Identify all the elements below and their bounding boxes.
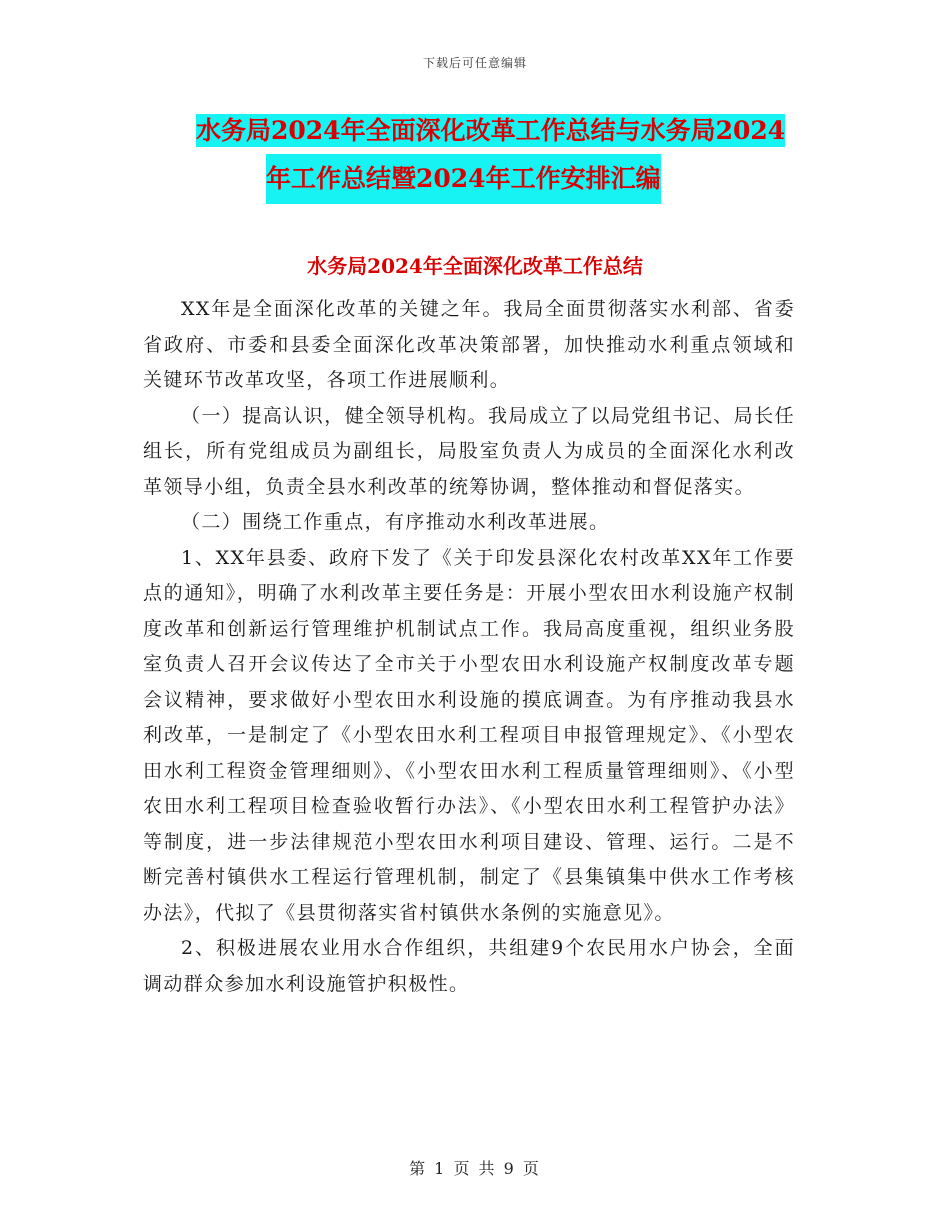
title-line-1: 水务局2024年全面深化改革工作总结与水务局2024 [196,116,786,145]
page-footer: 第 1 页 共 9 页 [409,1159,541,1178]
paragraph: （一）提高认识，健全领导机构。我局成立了以局党组书记、局长任组长，所有党组成员为副组长，局股室负责人为成员的全面深化水利改革领导小组，负责全县水利改革的统筹协调，整体推动和督促落实。 [143,404,795,498]
paragraph: XX年是全面深化改革的关键之年。我局全面贯彻落实水利部、省委省政府、市委和县委全面深化改革决策部署，加快推动水利重点领域和关键环节改革攻坚，各项工作进展顺利。 [143,298,795,391]
section-title: 水务局2024年全面深化改革工作总结 [307,254,643,278]
paragraph: 1、XX年县委、政府下发了《关于印发县深化农村改革XX年工作要点的通知》，明确了水利改革主要任务是：开展小型农田水利设施产权制度改革和创新运行管理维护机制试点工作。我局高度重视，组织业务股室负责人召开会议传达了全市关于小型农田水利设施产权制度改革专题会议精神，要求做好小型农田水利设施的摸底调查。为有序推动我县水利改革，一是制定了《小型农田水利工程项目申报管理规定》、《小型农田水利工程资金管理细则》、《小型农田水利工程质量管理细则》、《小型农田水利工程项目检查验收暂行办法》、《小型农田水利工程管护办法》等制度，进一步法律规范小型农田水利项目建设、管理、运行。二是不断完善村镇供水工程运行管理机制，制定了《县集镇集中供水工作考核办法》，代拟了《县贯彻落实省村镇供水条例的实施意见》。 [143,546,795,924]
title-line-2: 年工作总结暨2024年工作安排汇编 [266,154,661,204]
header-note: 下载后可任意编辑 [422,56,527,70]
document-body [143,292,795,1002]
paragraph: （二）围绕工作重点，有序推动水利改革进展。 [181,511,610,533]
document-title [196,108,816,204]
paragraph: 2、积极进展农业用水合作组织，共组建9个农民用水户协会，全面调动群众参加水利设施管护积极性。 [143,937,795,995]
